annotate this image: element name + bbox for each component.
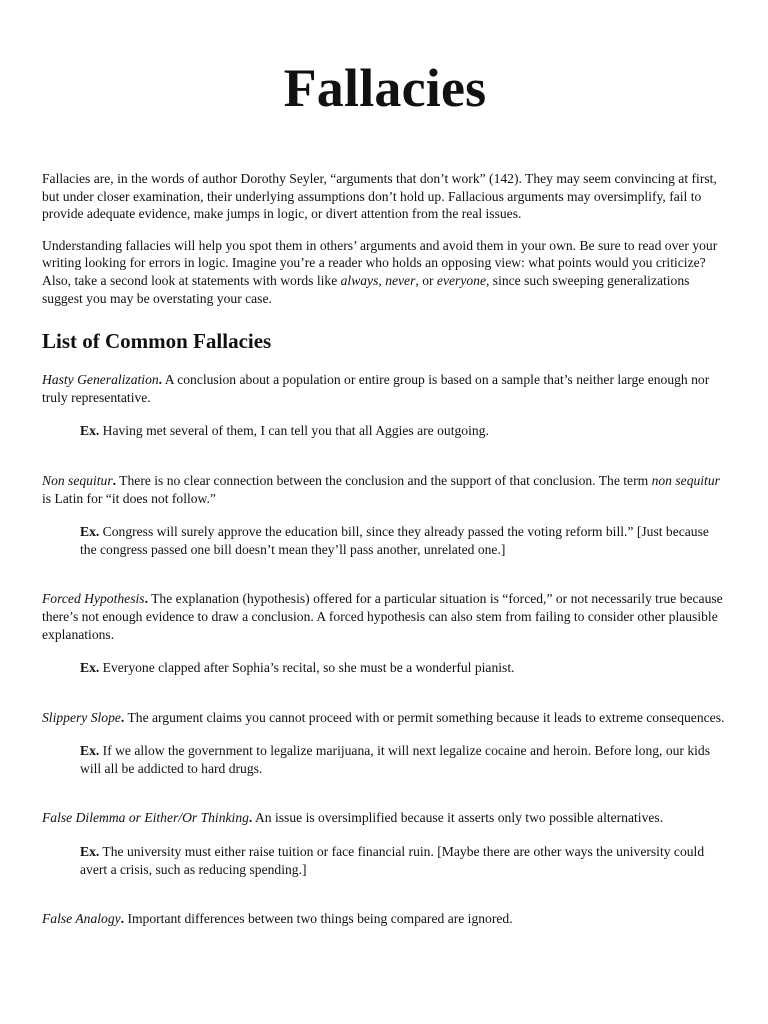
fallacy-term: Hasty Generalization — [42, 372, 159, 388]
fallacy-term: False Analogy — [42, 911, 121, 927]
term-period: . — [120, 709, 125, 725]
section-heading: List of Common Fallacies — [42, 329, 272, 354]
fallacy-definition-text-b: is Latin for “it does not follow.” — [42, 490, 216, 506]
document-page — [42, 0, 728, 928]
example-text: If we allow the government to legalize marijuana, it will next legalize cocaine and heroin. Before long, our kids will all be addicted to hard drugs. — [80, 743, 711, 776]
fallacy-definition-non-sequitur — [42, 472, 728, 507]
example-text: Having met several of them, I can tell you that all Aggies are outgoing. — [99, 423, 489, 439]
fallacy-term: Forced Hypothesis — [42, 591, 145, 607]
fallacy-definition-false-dilemma — [42, 809, 728, 827]
term-period: . — [248, 810, 253, 826]
example-label: Ex. — [80, 423, 100, 439]
fallacy-example — [80, 523, 728, 558]
example-label: Ex. — [80, 844, 100, 860]
intro-p2-text-b: , since such sweeping generalizations suggest you may be overstating your case. — [42, 272, 690, 306]
fallacy-example — [80, 843, 728, 878]
fallacy-term: Slippery Slope — [42, 709, 121, 725]
fallacy-term: False Dilemma or Either/Or Thinking — [42, 810, 249, 826]
example-label: Ex. — [80, 524, 100, 540]
intro-p2-never: never — [385, 272, 416, 288]
fallacy-definition-text: The argument claims you cannot proceed with or permit something because it leads to extreme consequences. — [124, 709, 725, 725]
example-label: Ex. — [80, 743, 100, 759]
term-period: . — [144, 591, 148, 607]
fallacy-example — [80, 742, 728, 777]
example-text: Congress will surely approve the education bill, since they already passed the voting reform bill.” [Just because the congress passed one bill doesn’t mean they’ll pass another, unrelated one.] — [80, 524, 709, 557]
fallacy-example — [80, 659, 728, 677]
fallacy-definition-text: There is no clear connection between the conclusion and the support of that conclusion. The term — [116, 472, 652, 488]
intro-p2-comma: , — [378, 272, 386, 288]
term-period: . — [158, 372, 163, 388]
intro-p2-always: always — [340, 272, 379, 288]
example-label: Ex. — [80, 660, 100, 676]
fallacy-definition-term: non sequitur — [651, 472, 720, 488]
fallacy-definition-text: The explanation (hypothesis) offered for a particular situation is “forced,” or not necessarily true because there’s not enough evidence to draw a conclusion. A forced hypothesis can also stem from failing to consider other plausible explanations. — [42, 591, 723, 642]
fallacy-term: Non sequitur — [42, 472, 113, 488]
fallacy-definition-slippery-slope — [42, 709, 728, 727]
page-title: Fallacies — [283, 58, 487, 118]
example-text: Everyone clapped after Sophia’s recital, so she must be a wonderful pianist. — [99, 660, 515, 676]
fallacy-example — [80, 422, 728, 440]
intro-paragraph-2 — [42, 237, 728, 307]
intro-p2-everyone: everyone — [436, 272, 486, 288]
fallacy-definition-forced-hypothesis — [42, 590, 728, 643]
intro-p2-text-a: Understanding fallacies will help you spot them in others’ arguments and avoid them in your own. Be sure to read over your writing looking for errors in logic. Imagine you’re a reader who holds an opposing view: what points would you criticize? Also, take a second look at statements with words like — [42, 237, 718, 288]
fallacy-definition-text: An issue is oversimplified because it asserts only two possible alternatives. — [252, 810, 664, 826]
example-text: The university must either raise tuition or face financial ruin. [Maybe there are other ways the university could avert a crisis, such as reducing spending.] — [80, 844, 705, 877]
fallacy-definition-false-analogy — [42, 910, 728, 928]
fallacy-definition-text: A conclusion about a population or entire group is based on a sample that’s neither large enough nor truly representative. — [42, 372, 710, 405]
term-period: . — [112, 472, 117, 488]
fallacy-definition-hasty-generalization — [42, 371, 728, 406]
intro-paragraph-1: Fallacies are, in the words of author Dorothy Seyler, “arguments that don’t work” (142). They may seem convincing at first, but under closer examination, their underlying assumptions don’t hold up. Fallacious arguments may oversimplify, fail to provide adequate evidence, make jumps in logic, or divert attention from the real issues. — [42, 171, 717, 222]
intro-p2-or: , or — [415, 272, 437, 288]
term-period: . — [120, 911, 125, 927]
fallacy-definition-text: Important differences between two things being compared are ignored. — [124, 911, 513, 927]
